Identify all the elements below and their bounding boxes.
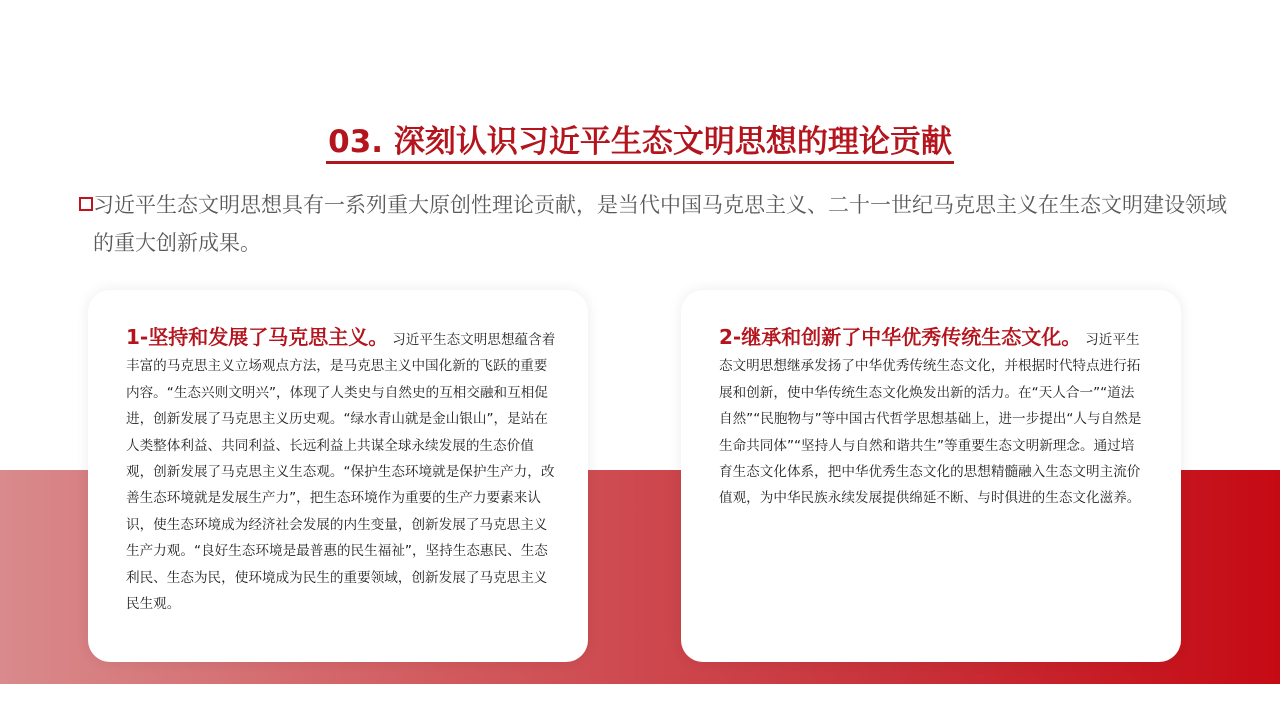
- intro-paragraph: [76, 186, 1236, 262]
- page-title-wrap: [0, 116, 1280, 161]
- card-marxism: [88, 290, 588, 662]
- card-text: 习近平生态文明思想蕴含着丰富的马克思主义立场观点方法，是马克思主义中国化新的飞跃的重要内容。“生态兴则文明兴”，体现了人类史与自然史的互相交融和互相促进，创新发展了马克思主义历史观。“绿水青山就是金山银山”，是站在人类整体利益、共同利益、长远利益上共谋全球永续发展的生态价值观，创新发展了马克思主义生态观。“保护生态环境就是保护生产力，改善生态环境就是发展生产力”，把生态环境作为重要的生产力要素来认识，使生态环境成为经济社会发展的内生变量，创新发展了马克思主义生产力观。“良好生态环境是最普惠的民生福祉”，坚持生态惠民、生态利民、生态为民，使环境成为民生的重要领域，创新发展了马克思主义民生观。: [126, 332, 556, 613]
- card-traditional-culture: [681, 290, 1181, 662]
- intro-text: 习近平生态文明思想具有一系列重大原创性理论贡献，是当代中国马克思主义、二十一世纪马克思主义在生态文明建设领域的重大创新成果。: [93, 193, 1227, 255]
- card-content: [719, 324, 1147, 512]
- card-heading: 2-继承和创新了中华优秀传统生态文化。: [719, 325, 1082, 349]
- card-content: [126, 324, 558, 617]
- card-heading: 1-坚持和发展了马克思主义。: [126, 325, 389, 349]
- page-title: 03. 深刻认识习近平生态文明思想的理论贡献: [326, 124, 954, 164]
- square-bullet-icon: [79, 197, 93, 211]
- card-text: 习近平生态文明思想继承发扬了中华优秀传统生态文化，并根据时代特点进行拓展和创新，使中华传统生态文化焕发出新的活力。在“天人合一”“道法自然”“民胞物与”等中国古代哲学思想基础上，进一步提出“人与自然是生命共同体”“坚持人与自然和谐共生”等重要生态文明新理念。通过培育生态文化体系，把中华优秀生态文化的思想精髓融入生态文明主流价值观，为中华民族永续发展提供绵延不断、与时俱进的生态文化滋养。: [719, 332, 1142, 507]
